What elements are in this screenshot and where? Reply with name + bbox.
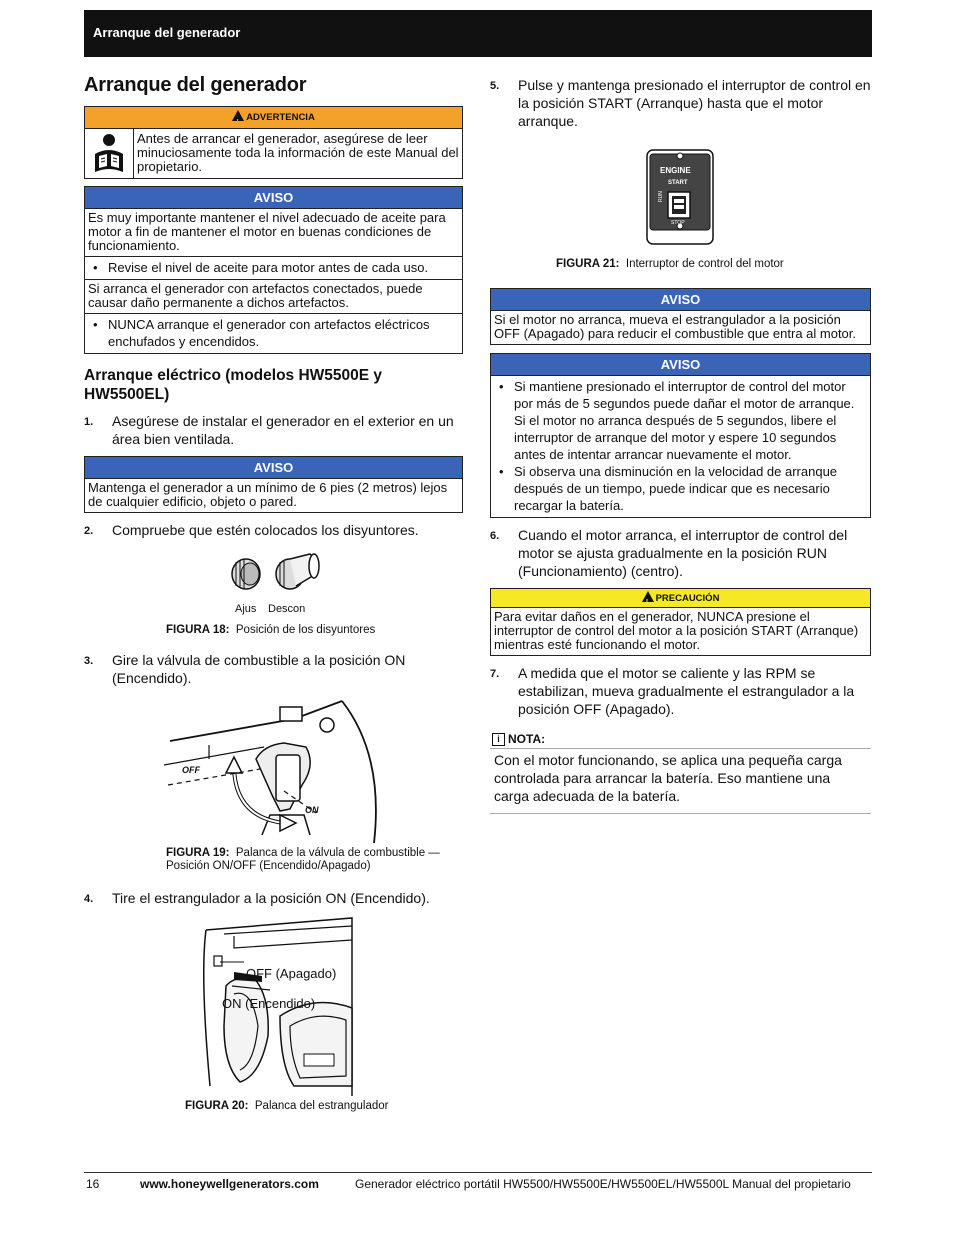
breaker-label-ajus: Ajus	[235, 603, 257, 615]
footer-manual-title: Generador eléctrico portátil HW5500/HW5500E/HW5500EL/HW5500L Manual del propietario	[355, 1177, 851, 1191]
warning-label: ADVERTENCIA	[246, 112, 315, 123]
precaucion-text: Para evitar daños en el generador, NUNCA presione el interruptor de control del motor a la posición START (Arranque) mientras esté funcionando el motor.	[494, 609, 859, 652]
step-2	[84, 521, 463, 540]
step-5-number: 5.	[490, 80, 500, 92]
figure-18-text: Posición de los disyuntores	[235, 624, 376, 636]
aviso-hold-box	[490, 353, 871, 518]
figure-19-text: Palanca de la válvula de combustible — Posición ON/OFF (Encendido/Apagado)	[166, 847, 440, 872]
svg-text:STOP: STOP	[671, 220, 685, 226]
aviso-distance-header: AVISO	[85, 457, 462, 479]
aviso-oil-text1: Es muy importante mantener el nivel adecuado de aceite para motor a fin de mantener el motor en buenas condiciones de funcionamiento.	[88, 210, 446, 253]
aviso-oil-bullet1-row	[85, 256, 462, 279]
warning-header	[85, 107, 462, 129]
step-4-number: 4.	[84, 893, 94, 905]
page-title: Arranque del generador	[84, 74, 307, 96]
aviso-oil-bullet1: • Revise el nivel de aceite para motor antes de cada uso.	[88, 259, 459, 276]
section-header-label: Arranque del generador	[93, 25, 241, 40]
switch-engine-label: ENGINE	[660, 166, 691, 175]
figure-18	[84, 548, 463, 628]
figure-20-caption	[84, 1100, 463, 1113]
aviso-distance-text: Mantenga el generador a un mínimo de 6 pies (2 metros) lejos de cualquier edificio, objeto o pared.	[88, 480, 448, 509]
warning-box	[84, 106, 463, 179]
aviso-hold-bullet2: • Si observa una disminución en la velocidad de arranque después de un tiempo, puede indicar que es necesario recargar la batería.	[494, 463, 867, 514]
info-icon: i	[492, 733, 505, 746]
figure-20-text: Palanca del estrangulador	[254, 1100, 389, 1112]
figure-19	[84, 695, 463, 843]
aviso-oil-box	[84, 186, 463, 354]
fuel-valve-on-label: ON	[305, 805, 319, 815]
step-5	[490, 76, 871, 130]
step-7-number: 7.	[490, 668, 500, 680]
step-4	[84, 889, 463, 908]
aviso-hold-bullet1: • Si mantiene presionado el interruptor de control del motor por más de 5 segundos puede dañar el motor de arranque. Si el motor no arranca después de 5 segundos, libere el interruptor de arranque del motor y espere 10 segundos antes de intentar arrancar nuevamente el motor.	[494, 378, 867, 463]
step-4-text: Tire el estrangulador a la posición ON (Encendido).	[112, 890, 430, 906]
figure-18-number: FIGURA 18:	[166, 624, 230, 636]
aviso-oil-header: AVISO	[85, 187, 462, 209]
aviso-hold-content	[491, 376, 870, 517]
figure-21-number: FIGURA 21:	[556, 258, 620, 270]
caution-triangle-icon: !	[642, 591, 654, 602]
choke-off-label: OFF (Apagado)	[246, 966, 337, 981]
engine-switch-illustration	[490, 148, 871, 248]
svg-text:RUN: RUN	[658, 191, 664, 202]
figure-19-caption	[84, 847, 463, 873]
figure-21	[490, 148, 871, 248]
aviso-distance-box	[84, 456, 463, 513]
page-number: 16	[86, 1177, 100, 1191]
precaucion-label: PRECAUCIÓN	[655, 593, 720, 604]
note-text: Con el motor funcionando, se aplica una pequeña carga controlada para arrancar la batería. Eso mantiene una carga adecuada de la batería.	[490, 749, 871, 814]
section-header-bar	[84, 10, 872, 57]
step-3-text: Gire la válvula de combustible a la posición ON (Encendido).	[112, 652, 406, 686]
note-label: NOTA:	[508, 732, 546, 746]
subsection-title: Arranque eléctrico (modelos HW5500E y HW5500EL)	[84, 367, 383, 403]
left-column	[84, 74, 463, 1113]
aviso-hold-header: AVISO	[491, 354, 870, 376]
aviso-choke-box	[490, 288, 871, 345]
figure-19-number: FIGURA 19:	[166, 847, 230, 859]
step-1-text: Asegúrese de instalar el generador en el exterior en un área bien ventilada.	[112, 413, 454, 447]
aviso-oil-bullet2-row	[85, 313, 462, 353]
warning-content	[85, 129, 462, 178]
step-1	[84, 412, 463, 448]
figure-21-caption	[490, 258, 871, 271]
aviso-choke-text: Si el motor no arranca, mueva el estrangulador a la posición OFF (Apagado) para reducir el combustible que entra al motor.	[494, 312, 857, 341]
switch-start-label: START	[668, 180, 688, 186]
aviso-choke-header: AVISO	[491, 289, 870, 311]
step-7-text: A medida que el motor se caliente y las RPM se estabilizan, mueva gradualmente el estrangulador a la posición OFF (Apagado).	[518, 665, 855, 717]
fuel-valve-illustration	[84, 695, 463, 843]
step-2-text: Compruebe que estén colocados los disyuntores.	[112, 522, 419, 538]
step-3-number: 3.	[84, 655, 94, 667]
step-1-number: 1.	[84, 416, 94, 428]
aviso-oil-bullet2: • NUNCA arranque el generador con artefactos eléctricos enchufados y encendidos.	[88, 316, 459, 350]
circuit-breakers-illustration	[84, 548, 463, 608]
figure-21-text: Interruptor de control del motor	[625, 258, 784, 270]
breaker-label-descon: Descon	[268, 603, 306, 615]
fuel-valve-off-label: OFF	[182, 765, 200, 775]
read-manual-icon	[85, 129, 134, 178]
step-6	[490, 526, 871, 580]
figure-20	[84, 916, 463, 1096]
step-3	[84, 651, 463, 687]
step-6-number: 6.	[490, 530, 500, 542]
right-column	[490, 76, 871, 814]
step-6-text: Cuando el motor arranca, el interruptor de control del motor se ajusta gradualmente en la posición RUN (Funcionamiento) (centro).	[518, 527, 848, 579]
precaucion-box	[490, 588, 871, 656]
step-2-number: 2.	[84, 525, 94, 537]
step-5-text: Pulse y mantenga presionado el interruptor de control en la posición START (Arranque) hasta que el motor arranque.	[518, 77, 871, 129]
footer-website: www.honeywellgenerators.com	[140, 1177, 319, 1191]
footer-divider	[84, 1172, 872, 1173]
figure-20-number: FIGURA 20:	[185, 1100, 249, 1112]
step-7	[490, 664, 871, 718]
note-header	[490, 732, 871, 749]
precaucion-header	[491, 589, 870, 608]
warning-triangle-icon: !	[232, 110, 244, 121]
choke-on-label: ON (Encendido)	[222, 996, 316, 1011]
warning-text: Antes de arrancar el generador, asegúrese de leer minuciosamente toda la información de este Manual del propietario.	[137, 131, 459, 174]
aviso-oil-text2: Si arranca el generador con artefactos conectados, puede causar daño permanente a dichos artefactos.	[85, 279, 462, 313]
